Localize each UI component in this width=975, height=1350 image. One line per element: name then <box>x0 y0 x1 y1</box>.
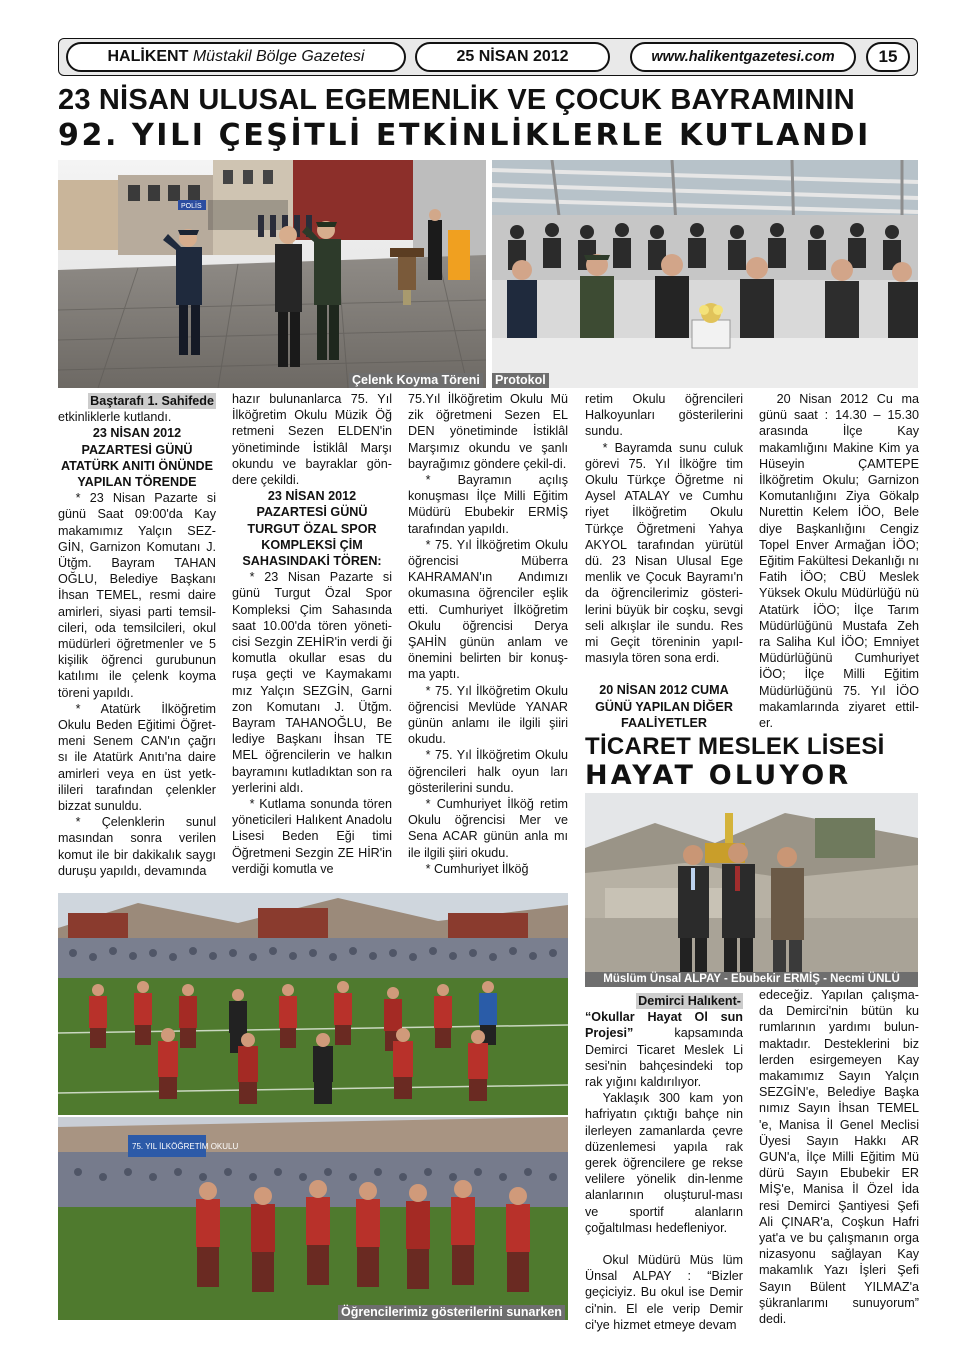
col3-p7: * Cumhuriyet İlköğ <box>425 861 529 876</box>
col4-p1: retim Okulu öğrencileri Halkoyunları gösterilerini sundu. <box>585 392 743 439</box>
col3-p2: * Bayramın açılış konuşması İlçe Milli Eğitim Müdürü Ebubekir ERMİŞ tarafından yapıldı. <box>408 473 568 536</box>
col1-p3: * Atatürk İlköğretim Okulu Beden Eğitimi Öğret-meni Senem CAN'ın çağrı sı ile Atatürk Anıtı'na daire amirleri veya en üst yetk-ilileri tarafından çelenkler bizzat sunuldu. <box>58 701 216 814</box>
article-column-3 <box>408 391 568 877</box>
students-caption: Öğrencilerimiz gösterilerini sunarken <box>338 1305 565 1320</box>
article2-lead-tag: Demirci Halıkent- <box>638 994 741 1008</box>
date-pill <box>415 42 610 72</box>
article2-column-1 <box>585 993 743 1333</box>
col3-p1: 75.Yıl İlköğretim Okulu Mü zik öğretmeni Sezen EL DEN yönetiminde İstiklâl Marşımız okundu ve şanlı bayrağımız göndere çekil-di. <box>408 392 568 471</box>
col1-p2: * 23 Nisan Pazarte si günü Saat 09:00'da Kay makamımız Yalçın SEZ-GİN, Garnizon Komutanı J. Ütğm. Bayram TAHAN OĞLU, Belediye Başkanı İhsan TEMEL, resmi daire amirleri, siyasi parti temsil-cileri, oda temsilcileri, okul müdürleri öğretmenler ve 5 kişilik öğrenci gurubunun katılımı ile çelenk koyma töreni yapıldı. <box>58 491 216 700</box>
col4-p2: * Bayramda sunu culuk görevi 75. Yıl İlköğre tim Okulu Türkçe Öğretme ni Aysel ATALAY ve Cumhu riyet İlköğretim Okulu Türkçe Öğretmeni Yahya AKYOL tarafından yürütül dü. 23 Nisan Ulusal Ege menlik ve Çocuk Bayramı'n da öğrencilerimiz gösteri-lerini büyük bir coşku, sevgi seli alkışlar ile sundu. Res mi Geçit töreninin yapıl-masıyla tören sona erdi. <box>585 440 743 666</box>
headline-line2: 92. YILI ÇEŞİTLİ ETKİNLİKLERLE KUTLANDI <box>58 118 871 153</box>
folk-dance-photo-2 <box>58 1117 568 1320</box>
police-sign-text: POLİS <box>181 203 202 210</box>
folk-dance-photo-1 <box>58 893 568 1115</box>
col2-p1: hazır bulunanlarca 75. Yıl İlköğretim Okulu Müzik Öğ retmeni Sezen ELDEN'in yönetiminde İstiklâl Marşı okundu ve bayraklar gön-dere çekildi. <box>232 392 392 488</box>
col4-heading: 20 NİSAN 2012 CUMA GÜNÜ YAPILAN DİĞER FAALİYETLER <box>595 683 733 730</box>
website-pill[interactable] <box>630 42 856 72</box>
col2-p3: * Kutlama sonunda tören yöneticileri Halıkent Anadolu Lisesi Beden Eği timi Öğretmeni Sezgin ZE HİR'in verdiği komutla ve <box>232 797 392 876</box>
col3-p5: * 75. Yıl İlköğretim Okulu öğrencileri halk oyun ları gösterilerini sundu. <box>408 748 568 795</box>
paper-name-pill <box>66 42 406 72</box>
col2-heading: 23 NİSAN 2012 PAZARTESİ GÜNÜ TURGUT ÖZAL SPOR KOMPLEKSİ ÇİM SAHASINDAKİ TÖREN: <box>242 489 382 569</box>
headline-line1: 23 NİSAN ULUSAL EGEMENLİK VE ÇOCUK BAYRAMININ <box>58 84 855 116</box>
article2-p2: Yaklaşık 300 kam yon hafriyatın çıktığı bahçe nin ilerleyen zamanlarda çevre düzenlemesi yapıla rak gerek öğrencilere ge rekse velilere yönelik din-lenme alanlarının oluşturul-ması ve sportif alanların çoğaltılması hedefleniyor. <box>585 1091 743 1235</box>
col1-heading: 23 NİSAN 2012 PAZARTESİ GÜNÜ ATATÜRK ANITI ÖNÜNDE YAPILAN TÖRENDE <box>60 426 214 490</box>
website-link[interactable]: www.halikentgazetesi.com <box>651 49 835 65</box>
col1-p1: etkinliklerle kutlandı. <box>58 410 172 425</box>
page-number-pill <box>866 42 910 72</box>
wreath-caption: Çelenk Koyma Töreni <box>349 373 483 388</box>
col3-p4: * 75. Yıl İlköğretim Okulu öğrencisi Mevlüde YANAR günün anlamı ile ilgili şiiri okudu. <box>408 683 568 747</box>
article2-p3: Okul Müdürü Müs lüm Ünsal ALPAY : “Bizler geçiciyiz. Bu okul ise Demir ci'nin. El ele verip Demir ci'ye hizmet etmeye devam <box>585 1253 743 1332</box>
paper-name-rest: Müstakil Bölge Gazetesi <box>192 48 365 65</box>
continued-tag: Baştarafı 1. Sahifede <box>90 394 214 408</box>
article-column-5 <box>759 391 919 731</box>
article2-p4: edeceğiz. Yapılan çalışma-da Demirci'nin bütün ku rumlarının yardımı bulun-maktadır. Desteklerini biz lerden esirgemeyen Kay makamımız Sayın Yalçın SEZGİN'e, Belediye Başka nımız Sayın İhsan TEMEL 'e, Manisa İl Genel Meclisi Üyesi Sayın Hakkı AR GUN'a, İlçe Milli Eğitim Mü dürü Sayın Ebubekir ER MİŞ'e, Manisa İl Özel İda resi Demirci Şantiyesi Şefi Ali ÇINAR'a, Coşkun Hafri yat'a ve bu çalışmanın orga nizasyonu sağlayan Kay makamlık Yazı İşleri Şefi Sayın Bülent YILMAZ'a şükranlarımı sunuyorum” dedi. <box>759 988 919 1327</box>
col2-p2: * 23 Nisan Pazarte si günü Turgut Özal Spor Kompleksi Çim Sahasında saat 10.00'da tören yöneti-cisi Sezgin ZEHİR'in verdi ği komutla okullar esas du ruşa geçti ve Kaymakamı mız Yalçın SEZGİN, Garni zon Komutanı J. Ütğm. Bayram TAHANOĞLU, Be lediye Başkanı İhsan TE MEL öğrencilerin ve halkın bayramını kutladıktan son ra yerlerini aldı. <box>232 570 392 795</box>
col3-p6: * Cumhuriyet İlköğ retim Okulu öğrencisi Mer ve Sena ACAR günün anla mı ile ilgili şiiri okudu. <box>408 797 568 860</box>
issue-date: 25 NİSAN 2012 <box>456 48 569 65</box>
wreath-ceremony-photo <box>58 160 486 388</box>
protocol-caption: Protokol <box>492 373 549 388</box>
article-column-4 <box>585 391 743 731</box>
article-column-2 <box>232 391 392 877</box>
article2-title-line1: TİCARET MESLEK LİSESİ <box>585 733 885 760</box>
col1-p4: * Çelenklerin sunul masından sonra verilen komut ile bir dakikalık saygı duruşu yapıldı, devamında <box>58 815 216 878</box>
col3-p3: * 75. Yıl İlköğretim Okulu öğrencisi Müberra KAHRAMAN'ın Andımızı okumasına öğrenciler eşlik etti. Cumhuriyet İlköğretim Okulu öğrencisi Derya ŞAHİN günün anlam ve önemini belirten bir konuş-ma yaptı. <box>408 537 568 682</box>
article2-p1: kapsamında Demirci Ticaret Meslek Li sesi'nin bahçesindeki top rak yığını kaldırılıyor. <box>585 1026 743 1090</box>
paper-name-bold: HALİKENT <box>107 48 189 65</box>
article2-project-name: “Okullar Hayat Ol sun Projesi” <box>585 1010 743 1041</box>
article2-title-line2: HAYAT OLUYOR <box>585 760 852 791</box>
protocol-photo <box>492 160 918 388</box>
school-garden-photo <box>585 793 918 986</box>
article-column-1 <box>58 393 216 879</box>
col5-p1: 20 Nisan 2012 Cu ma günü saat : 14.30 – 15.30 arasında İlçe Kay makamlığını Makine Kim ya Hüseyin ÇAMTEPE İlköğretim Okulu; Garnizon Komutanlığını Ziya Gökalp Nurettin Kelem İÖO, Bele diye Başkanlığını Cengiz Topel Enver Armağan İÖO; Eğitim Fakültesi Dekanlığı nı Fatih İÖO; CBÜ Meslek Yüksek Okulu Müdürlüğü nü Atatürk İÖO; İlçe Tarım Müdürlüğünü Mustafa Zeh ra Saliha Kul İÖO; Emniyet Müdürlüğünü Cumhuriyet İÖO; İlçe Milli Eğitim Müdürlüğünü 75. Yıl İÖO makamlarında ziyaret ettil-er. <box>759 392 919 731</box>
school-banner-text: 75. YIL İLKÖĞRETİM OKULU <box>132 1142 239 1151</box>
article2-column-2 <box>759 987 919 1327</box>
school-people-caption: Müslüm Ünsal ALPAY - Ebubekir ERMİŞ - Necmi ÜNLÜ <box>585 972 918 987</box>
page-number: 15 <box>878 47 898 66</box>
